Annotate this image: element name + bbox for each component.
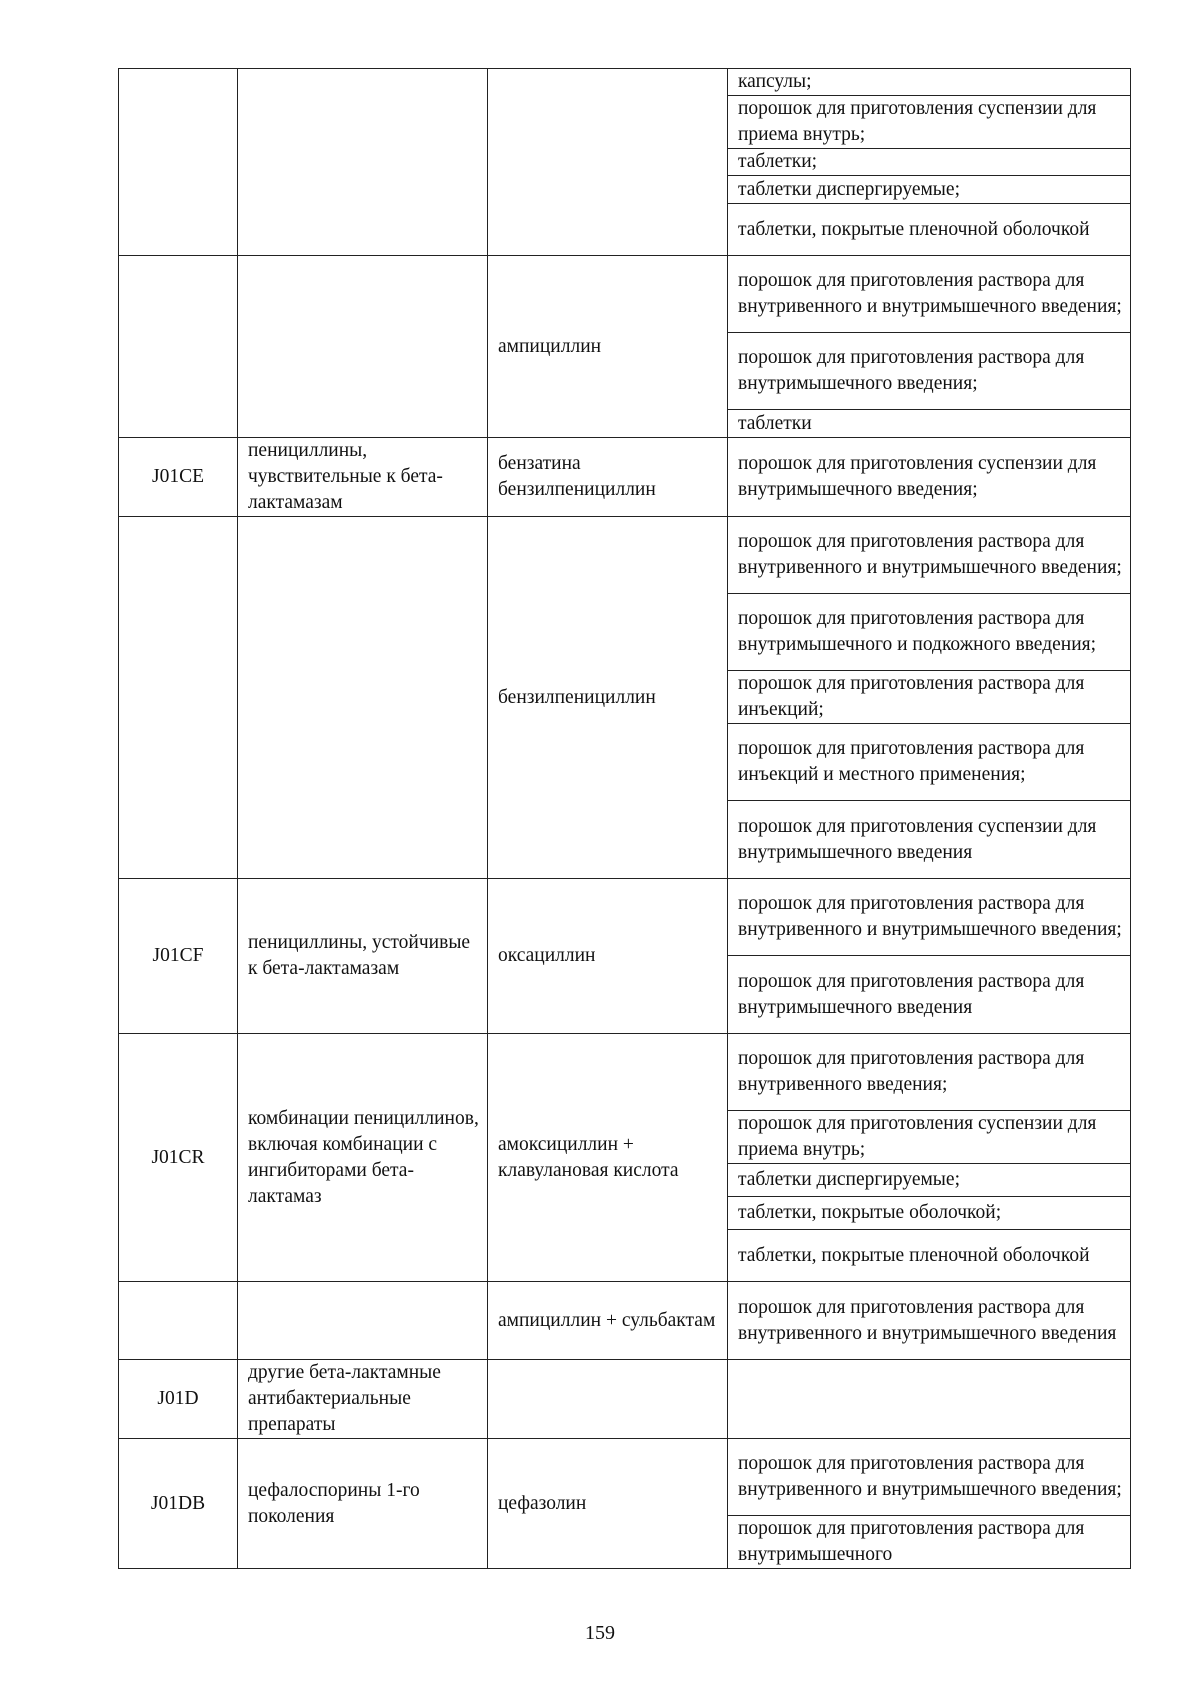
atc-code-cell: J01D: [119, 1360, 238, 1439]
group-name-cell: [238, 69, 488, 256]
drug-name-cell: оксациллин: [488, 879, 728, 1034]
drug-name-cell: бензилпенициллин: [488, 517, 728, 879]
table-row: [119, 1282, 1131, 1360]
dosage-form-cell: порошок для приготовления раствора для внутривенного введения;: [728, 1034, 1131, 1111]
dosage-form-cell: порошок для приготовления суспензии для внутримышечного введения: [728, 801, 1131, 879]
dosage-form-cell: порошок для приготовления раствора для внутривенного и внутримышечного введения;: [728, 879, 1131, 956]
table-row: [119, 256, 1131, 333]
table-row: [119, 1360, 1131, 1439]
dosage-form-cell: капсулы;: [728, 69, 1131, 96]
table-row: [119, 69, 1131, 96]
atc-code-cell: J01CE: [119, 438, 238, 517]
group-name-cell: [238, 256, 488, 438]
dosage-form-cell: порошок для приготовления суспензии для приема внутрь;: [728, 96, 1131, 149]
drug-name-cell: ампициллин: [488, 256, 728, 438]
drug-name-cell: бензатина бензилпенициллин: [488, 438, 728, 517]
dosage-form-cell: порошок для приготовления раствора для внутримышечного введения;: [728, 333, 1131, 410]
dosage-form-cell: таблетки, покрытые пленочной оболочкой: [728, 204, 1131, 256]
dosage-form-cell: таблетки диспергируемые;: [728, 176, 1131, 204]
table-row: [119, 517, 1131, 594]
group-name-cell: пенициллины, чувствительные к бета-лактамазам: [238, 438, 488, 517]
table-row: [119, 1034, 1131, 1111]
dosage-form-cell: порошок для приготовления раствора для внутривенного и внутримышечного введения;: [728, 517, 1131, 594]
atc-code-cell: J01CR: [119, 1034, 238, 1282]
dosage-form-cell: таблетки, покрытые оболочкой;: [728, 1197, 1131, 1230]
atc-code-cell: [119, 256, 238, 438]
group-name-cell: [238, 517, 488, 879]
atc-code-cell: [119, 1282, 238, 1360]
drug-name-cell: [488, 1360, 728, 1439]
atc-code-cell: [119, 517, 238, 879]
group-name-cell: цефалоспорины 1-го поколения: [238, 1439, 488, 1569]
group-name-cell: пенициллины, устойчивые к бета-лактамазам: [238, 879, 488, 1034]
page-number: 159: [585, 1622, 615, 1644]
group-name-cell: комбинации пенициллинов, включая комбинации с ингибиторами бета-лактамаз: [238, 1034, 488, 1282]
table-row: [119, 879, 1131, 956]
dosage-form-cell: порошок для приготовления раствора для внутримышечного: [728, 1516, 1131, 1569]
dosage-form-cell: порошок для приготовления раствора для внутримышечного введения: [728, 956, 1131, 1034]
dosage-form-cell: порошок для приготовления раствора для внутривенного и внутримышечного введения: [728, 1282, 1131, 1360]
dosage-form-cell: порошок для приготовления раствора для внутримышечного и подкожного введения;: [728, 594, 1131, 671]
dosage-form-cell: порошок для приготовления раствора для внутривенного и внутримышечного введения;: [728, 256, 1131, 333]
dosage-form-cell: таблетки: [728, 410, 1131, 438]
dosage-form-cell: порошок для приготовления раствора для инъекций;: [728, 671, 1131, 724]
drug-name-cell: ампициллин + сульбактам: [488, 1282, 728, 1360]
group-name-cell: другие бета-лактамные антибактериальные препараты: [238, 1360, 488, 1439]
table-row: [119, 1439, 1131, 1516]
group-name-cell: [238, 1282, 488, 1360]
dosage-form-cell: порошок для приготовления суспензии для внутримышечного введения;: [728, 438, 1131, 517]
dosage-form-cell: порошок для приготовления суспензии для приема внутрь;: [728, 1111, 1131, 1164]
drug-name-cell: [488, 69, 728, 256]
dosage-form-cell: порошок для приготовления раствора для внутривенного и внутримышечного введения;: [728, 1439, 1131, 1516]
atc-code-cell: [119, 69, 238, 256]
dosage-form-cell: таблетки;: [728, 149, 1131, 176]
atc-code-cell: J01DB: [119, 1439, 238, 1569]
atc-code-cell: J01CF: [119, 879, 238, 1034]
dosage-form-cell: порошок для приготовления раствора для инъекций и местного применения;: [728, 724, 1131, 801]
table-row: [119, 438, 1131, 517]
drug-name-cell: амоксициллин + клавулановая кислота: [488, 1034, 728, 1282]
dosage-form-cell: таблетки, покрытые пленочной оболочкой: [728, 1230, 1131, 1282]
dosage-form-cell: таблетки диспергируемые;: [728, 1164, 1131, 1197]
drug-table: [118, 68, 1131, 1569]
drug-name-cell: цефазолин: [488, 1439, 728, 1569]
dosage-form-cell: [728, 1360, 1131, 1439]
